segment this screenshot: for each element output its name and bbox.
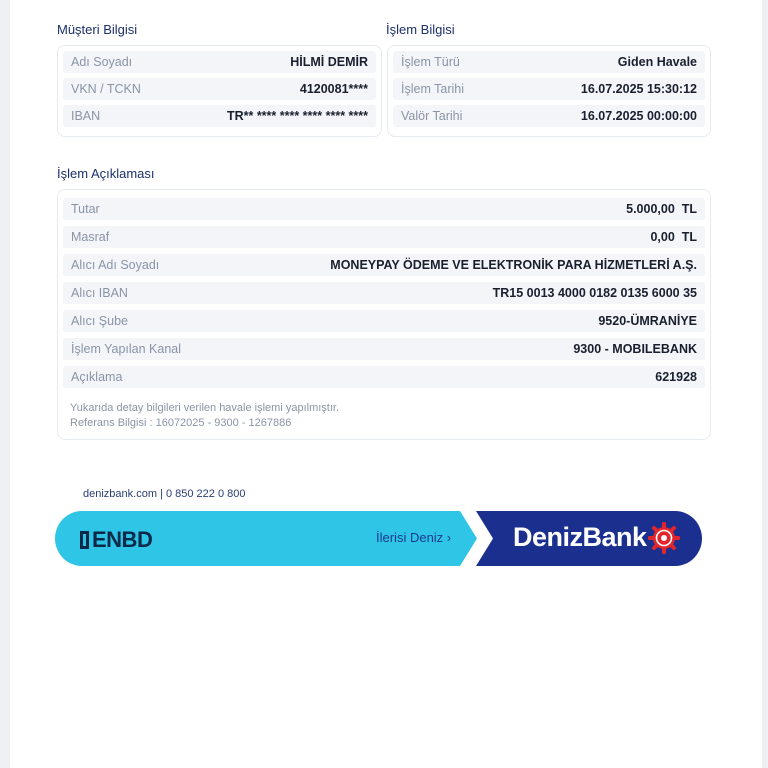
desc-row-description bbox=[63, 366, 705, 388]
transaction-row-type bbox=[393, 51, 705, 73]
slogan: İlerisi Deniz › bbox=[376, 530, 452, 545]
transaction-description-title: İşlem Açıklaması bbox=[57, 166, 155, 181]
desc-row-channel bbox=[63, 338, 705, 360]
row-label: Alıcı Şube bbox=[71, 314, 128, 328]
row-value: 621928 bbox=[655, 370, 697, 384]
row-label: Alıcı Adı Soyadı bbox=[71, 258, 160, 272]
desc-row-amount bbox=[63, 198, 705, 220]
row-value: 5.000,00 TL bbox=[626, 202, 697, 216]
enbd-logo-icon bbox=[80, 531, 89, 549]
customer-row-vkn bbox=[63, 78, 376, 100]
row-value: 9520-ÜMRANİYE bbox=[598, 314, 697, 328]
transaction-info-card bbox=[387, 45, 711, 137]
row-value: TR** **** **** **** **** **** bbox=[226, 109, 368, 123]
reference-info: Referans Bilgisi : 16072025 - 9300 - 1267886 bbox=[70, 417, 292, 429]
transaction-info-title: İşlem Bilgisi bbox=[386, 22, 455, 37]
transaction-note: Yukarıda detay bilgileri verilen havale işlemi yapılmıştır. bbox=[70, 402, 340, 414]
row-value: TR15 0013 4000 0182 0135 6000 35 bbox=[492, 286, 697, 300]
row-value: 4120081**** bbox=[299, 82, 368, 96]
row-value: 9300 - MOBILEBANK bbox=[573, 342, 697, 356]
desc-row-fee bbox=[63, 226, 705, 248]
row-label: İşlem Yapılan Kanal bbox=[71, 342, 182, 356]
row-label: Açıklama bbox=[71, 370, 123, 384]
transaction-row-date bbox=[393, 78, 705, 100]
desc-row-recipient-branch bbox=[63, 310, 705, 332]
row-label: Alıcı IBAN bbox=[71, 286, 128, 300]
row-label: Adı Soyadı bbox=[71, 55, 133, 69]
row-label: Masraf bbox=[71, 230, 110, 244]
row-value: HİLMİ DEMİR bbox=[290, 55, 368, 69]
receipt-page bbox=[10, 0, 762, 768]
customer-row-name bbox=[63, 51, 376, 73]
row-label: IBAN bbox=[71, 109, 101, 123]
row-value: 16.07.2025 15:30:12 bbox=[580, 82, 697, 96]
enbd-logo-text: ENBD bbox=[92, 527, 153, 552]
denizbank-banner bbox=[55, 511, 702, 566]
row-value: Giden Havale bbox=[617, 55, 697, 69]
footer-contact: denizbank.com | 0 850 222 0 800 bbox=[83, 488, 246, 500]
row-label: Valör Tarihi bbox=[401, 109, 463, 123]
denizbank-logo-text: DenizBank bbox=[513, 522, 647, 552]
row-label: İşlem Türü bbox=[401, 55, 460, 69]
transaction-row-value-date bbox=[393, 105, 705, 127]
row-label: Tutar bbox=[71, 202, 100, 216]
customer-info-card bbox=[57, 45, 382, 137]
desc-row-recipient-iban bbox=[63, 282, 705, 304]
customer-row-iban bbox=[63, 105, 376, 127]
ship-wheel-icon bbox=[647, 521, 681, 555]
row-value: 0,00 TL bbox=[650, 230, 697, 244]
enbd-logo bbox=[80, 527, 152, 553]
customer-info-title: Müşteri Bilgisi bbox=[57, 22, 138, 37]
row-value: MONEYPAY ÖDEME VE ELEKTRONİK PARA HİZMETLERİ A.Ş. bbox=[330, 258, 697, 272]
row-label: VKN / TCKN bbox=[71, 82, 141, 96]
row-label: İşlem Tarihi bbox=[401, 82, 464, 96]
row-value: 16.07.2025 00:00:00 bbox=[580, 109, 697, 123]
desc-row-recipient-name bbox=[63, 254, 705, 276]
